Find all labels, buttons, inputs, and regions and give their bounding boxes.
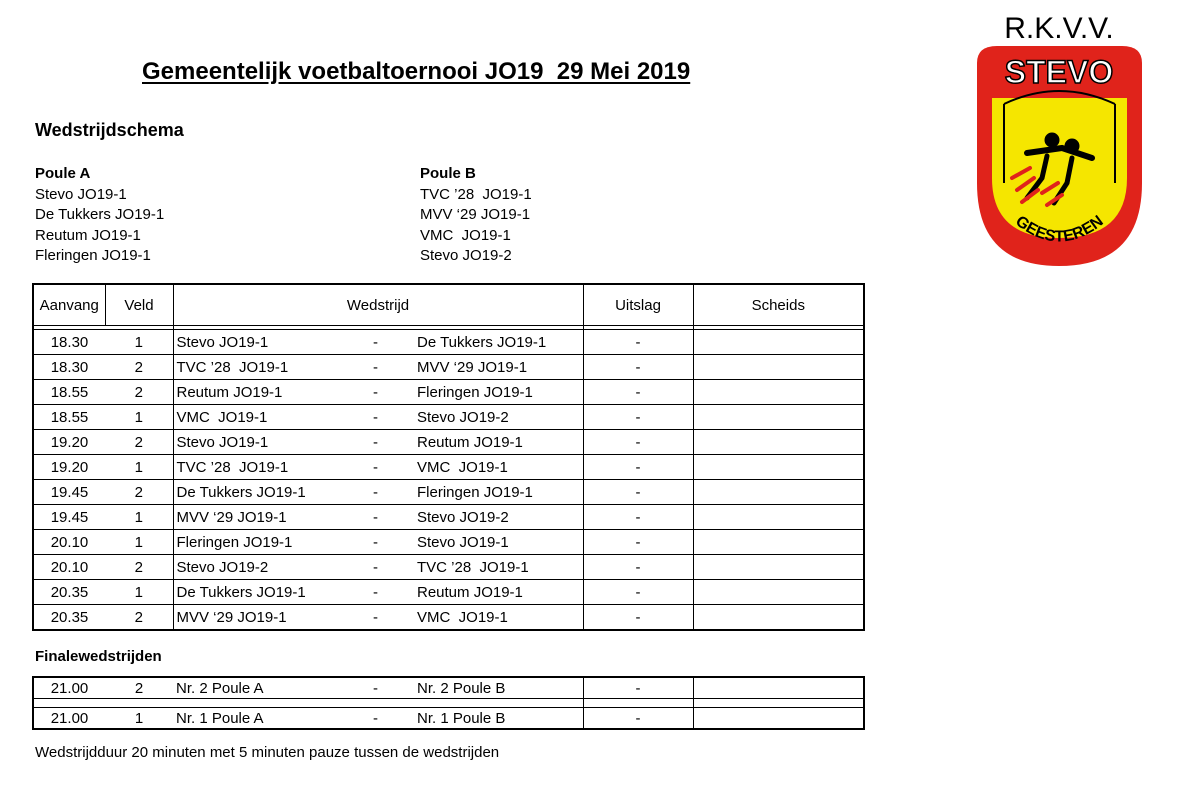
match-time: 18.30 [33,330,105,355]
match-row [33,405,864,430]
match-away-team: Nr. 2 Poule B [417,677,583,699]
match-time: 19.20 [33,455,105,480]
match-away-team: De Tukkers JO19-1 [417,330,583,355]
match-row [33,455,864,480]
match-field: 2 [134,679,144,697]
match-away-team: Nr. 1 Poule B [417,708,583,730]
schedule-table [32,283,865,631]
match-field: 1 [105,530,173,555]
match-home-team: Fleringen JO19-1 [173,530,373,555]
match-referee [693,677,864,699]
match-home-team: TVC ’28 JO19-1 [173,355,373,380]
match-row [33,677,864,699]
match-row [33,480,864,505]
match-home-team: Stevo JO19-1 [173,330,373,355]
match-separator: - [373,679,378,697]
header-aanvang: Aanvang [33,284,105,326]
match-time: 18.30 [33,355,105,380]
match-home-team: Reutum JO19-1 [173,380,373,405]
poule-team: MVV ‘29 JO19-1 [420,206,531,223]
match-row [33,355,864,380]
match-field: 1 [105,405,173,430]
match-row [33,605,864,631]
match-result: - [583,580,693,605]
match-time: 20.35 [33,580,105,605]
match-row [33,380,864,405]
logo-inner-shield [992,98,1127,238]
match-referee [693,455,864,480]
match-time: 20.10 [33,555,105,580]
match-referee [693,480,864,505]
finals-heading: Finalewedstrijden [35,648,162,665]
match-home-team: Stevo JO19-1 [173,430,373,455]
match-away-team: VMC JO19-1 [417,455,583,480]
header-uitslag: Uitslag [583,284,693,326]
stevo-logo [972,8,1147,270]
match-away-team: MVV ‘29 JO19-1 [417,355,583,380]
match-away-team: Fleringen JO19-1 [417,380,583,405]
match-separator: - [373,580,417,605]
match-time: 20.10 [33,530,105,555]
match-referee [693,430,864,455]
match-time: 20.35 [33,605,105,631]
header-scheids: Scheids [693,284,864,326]
match-row [33,505,864,530]
match-separator: - [373,430,417,455]
match-field: 1 [134,709,144,727]
match-away-team: Stevo JO19-1 [417,530,583,555]
header-wedstrijd: Wedstrijd [173,284,583,326]
duration-note: Wedstrijdduur 20 minuten met 5 minuten pauze tussen de wedstrijden [35,744,500,761]
match-separator: - [373,605,417,631]
match-referee [693,580,864,605]
match-away-team: Reutum JO19-1 [417,430,583,455]
match-home-team: VMC JO19-1 [173,405,373,430]
match-result: - [583,455,693,480]
match-row [33,430,864,455]
match-time: 21.00 [50,679,89,697]
match-row [33,530,864,555]
match-home-team: De Tukkers JO19-1 [173,480,373,505]
schedule-heading: Wedstrijdschema [35,120,184,140]
match-result: - [583,530,693,555]
poule-team: Stevo JO19-2 [420,247,512,264]
match-result: - [583,355,693,380]
poule-team: TVC ’28 JO19-1 [420,185,532,203]
finals-table [32,676,865,730]
match-referee [693,405,864,430]
match-separator: - [373,355,417,380]
match-time: 19.20 [33,430,105,455]
match-field: 2 [105,605,173,631]
match-separator: - [373,380,417,405]
match-field: 1 [105,580,173,605]
match-field: 2 [105,555,173,580]
poule-name: Poule B [420,165,476,182]
match-result: - [583,677,693,699]
match-referee [693,605,864,631]
match-time: 19.45 [33,505,105,530]
match-home-team: MVV ‘29 JO19-1 [173,505,373,530]
poule-a [35,164,164,267]
match-away-team: Fleringen JO19-1 [417,480,583,505]
match-time: 18.55 [33,405,105,430]
match-away-team: Stevo JO19-2 [417,405,583,430]
poule-team: Fleringen JO19-1 [35,247,151,264]
logo-town-text: GEESTEREN [1012,212,1107,246]
poule-team: VMC JO19-1 [420,226,511,244]
match-separator: - [373,480,417,505]
match-referee [693,380,864,405]
match-time: 18.55 [33,380,105,405]
match-home-team: Nr. 2 Poule A [176,679,264,697]
match-result: - [583,505,693,530]
match-separator: - [373,455,417,480]
match-row [33,580,864,605]
match-referee [693,708,864,730]
match-row [33,555,864,580]
match-row [33,330,864,355]
match-field: 1 [105,505,173,530]
match-referee [693,505,864,530]
match-home-team: De Tukkers JO19-1 [173,580,373,605]
match-time: 19.45 [33,480,105,505]
match-field: 2 [105,355,173,380]
match-result: - [583,555,693,580]
logo-top-text: R.K.V.V. [1004,12,1114,45]
header-veld: Veld [105,284,173,326]
match-home-team: TVC ’28 JO19-1 [173,455,373,480]
match-referee [693,555,864,580]
match-result: - [583,430,693,455]
match-referee [693,355,864,380]
logo-club-name: STEVO [1004,54,1114,90]
match-home-team: MVV ‘29 JO19-1 [173,605,373,631]
spacer-row [33,699,864,708]
match-field: 2 [105,380,173,405]
poule-team: Stevo JO19-1 [35,185,127,203]
poule-team: De Tukkers JO19-1 [35,206,165,223]
match-field: 2 [105,430,173,455]
match-result: - [583,380,693,405]
match-row [33,708,864,730]
match-result: - [583,330,693,355]
match-separator: - [373,505,417,530]
match-home-team: Nr. 1 Poule A [176,709,264,727]
match-away-team: Stevo JO19-2 [417,505,583,530]
poule-team: Reutum JO19-1 [35,226,141,244]
match-referee [693,530,864,555]
poule-b [420,164,532,267]
match-separator: - [373,530,417,555]
match-result: - [583,480,693,505]
match-result: - [583,605,693,631]
page-title: Gemeentelijk voetbaltoernooi JO19 29 Mei 2019 [142,58,691,85]
match-result: - [583,708,693,730]
match-separator: - [373,709,378,727]
match-field: 2 [105,480,173,505]
match-field: 1 [105,455,173,480]
match-time: 21.00 [50,709,89,727]
match-home-team: Stevo JO19-2 [173,555,373,580]
match-away-team: Reutum JO19-1 [417,580,583,605]
match-away-team: TVC ’28 JO19-1 [417,555,583,580]
poule-name: Poule A [35,165,91,182]
match-result: - [583,405,693,430]
match-separator: - [373,405,417,430]
match-separator: - [373,330,417,355]
match-field: 1 [105,330,173,355]
match-referee [693,330,864,355]
match-away-team: VMC JO19-1 [417,605,583,631]
match-separator: - [373,555,417,580]
